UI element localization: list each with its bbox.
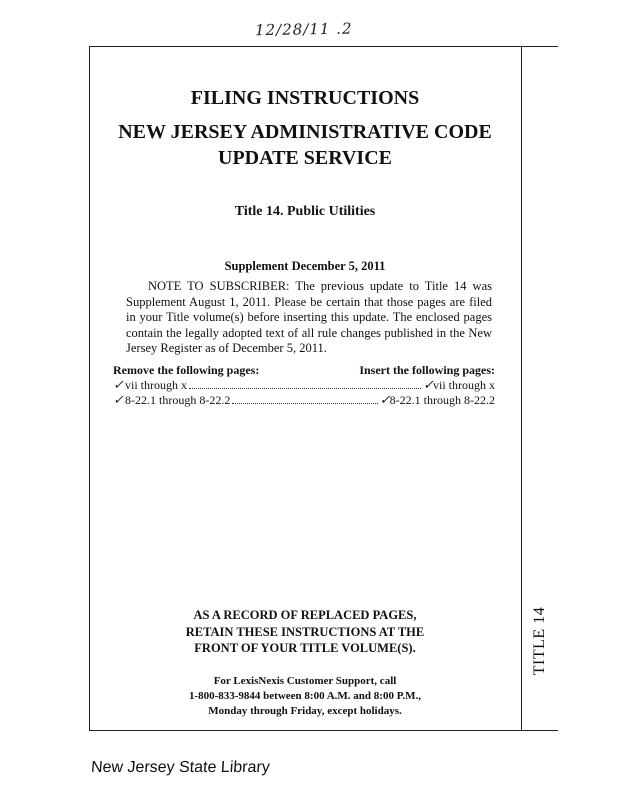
supplement-date: Supplement December 5, 2011 — [224, 259, 386, 273]
checkmark-icon: ✓ — [379, 393, 391, 408]
dot-leader — [232, 394, 377, 404]
note-to-subscriber: NOTE TO SUBSCRIBER: The previous update to Title 14 was Supplement August 1, 2011. Please be certain that those pages are filed in your Title volume(s) before inserting this update. The enclosed pages contain the legally adopted text of all rule changes published in the New Jersey Register as of December 5, 2011. — [126, 279, 492, 355]
spine-tab — [522, 47, 558, 730]
remove-header: Remove the following pages: — [113, 363, 260, 377]
handwritten-date: 12/28/11 .2 — [254, 19, 353, 40]
record-notice — [89, 607, 521, 657]
checkmark-icon: ✓ — [113, 393, 124, 408]
remove-pages: 8-22.1 through 8-22.2 — [125, 393, 231, 407]
record-notice-line: RETAIN THESE INSTRUCTIONS AT THE — [185, 624, 425, 639]
heading-code-name: NEW JERSEY ADMINISTRATIVE CODE — [118, 121, 492, 143]
insert-pages: 8-22.1 through 8-22.2 — [389, 393, 495, 407]
pages-table — [113, 363, 495, 408]
checkmark-icon: ✓ — [423, 378, 434, 393]
support-line: 1-800-833-9844 between 8:00 A.M. and 8:00 P.M., — [188, 690, 422, 702]
subject-title: Title 14. Public Utilities — [234, 204, 376, 219]
heading-filing-instructions: FILING INSTRUCTIONS — [190, 87, 420, 109]
table-row — [113, 378, 495, 393]
checkmark-icon: ✓ — [113, 378, 124, 393]
spine-label: TITLE 14 — [531, 606, 548, 676]
support-line: For LexisNexis Customer Support, call — [213, 675, 397, 687]
table-row — [113, 393, 495, 408]
remove-pages: vii through x — [125, 378, 187, 392]
pages-table-header — [113, 363, 495, 378]
heading-update-service: UPDATE SERVICE — [218, 147, 392, 169]
record-notice-line: FRONT OF YOUR TITLE VOLUME(S). — [194, 641, 416, 655]
insert-header: Insert the following pages: — [359, 363, 495, 377]
instruction-sheet — [89, 46, 558, 731]
support-line: Monday through Friday, except holidays. — [208, 705, 402, 717]
customer-support-info — [89, 674, 521, 719]
dot-leader — [189, 379, 421, 389]
insert-pages: vii through x — [433, 378, 495, 392]
library-footer: New Jersey State Library — [90, 759, 271, 776]
record-notice-line: AS A RECORD OF REPLACED PAGES, — [193, 608, 417, 622]
